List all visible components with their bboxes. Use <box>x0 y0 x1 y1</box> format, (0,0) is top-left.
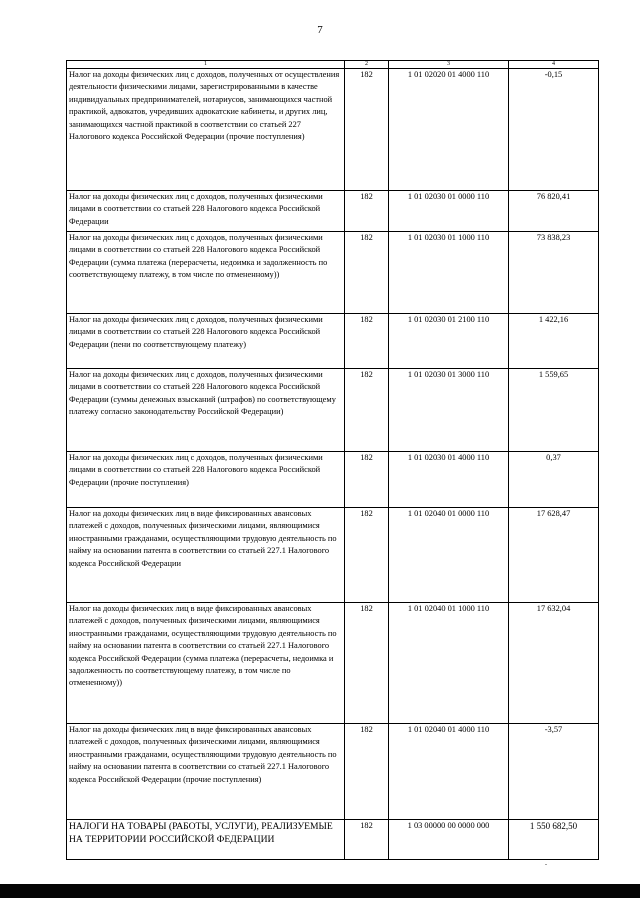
table-row <box>67 452 599 508</box>
row-kbk-code: 1 01 02040 01 0000 110 <box>389 508 509 603</box>
row-admin-code: 182 <box>345 69 389 191</box>
row-kbk-code: 1 01 02030 01 0000 110 <box>389 191 509 232</box>
table-row <box>67 191 599 232</box>
row-kbk-code: 1 01 02030 01 3000 110 <box>389 369 509 452</box>
table-row <box>67 508 599 603</box>
table-row <box>67 232 599 314</box>
scan-border-bar <box>0 884 640 898</box>
row-kbk-code: 1 01 02030 01 4000 110 <box>389 452 509 508</box>
row-kbk-code: 1 03 00000 00 0000 000 <box>389 820 509 860</box>
row-amount: 17 632,04 <box>509 603 599 724</box>
header-col-3: 3 <box>389 61 509 69</box>
row-amount: -3,57 <box>509 724 599 820</box>
table-row <box>67 724 599 820</box>
row-name: Налог на доходы физических лиц с доходов, полученных физическими лицами в соответствии со статьей 228 Налогового кодекса Российской Федерации (прочие поступления) <box>67 452 345 508</box>
row-name: Налог на доходы физических лиц с доходов, полученных физическими лицами в соответствии со статьей 228 Налогового кодекса Российской Федерации (суммы денежных взысканий (штрафов) по соответствующему платежу согласно законодательству Российской Федерации) <box>67 369 345 452</box>
row-kbk-code: 1 01 02020 01 4000 110 <box>389 69 509 191</box>
header-col-1: 1 <box>67 61 345 69</box>
row-admin-code: 182 <box>345 232 389 314</box>
row-amount: 0,37 <box>509 452 599 508</box>
table-row <box>67 603 599 724</box>
row-kbk-code: 1 01 02040 01 4000 110 <box>389 724 509 820</box>
row-name: Налог на доходы физических лиц с доходов, полученных физическими лицами в соответствии со статьей 228 Налогового кодекса Российской Федерации (сумма платежа (перерасчеты, недоимка и задолженность по соответствующему платежу, в том числе по отмененному)) <box>67 232 345 314</box>
revenue-table <box>66 60 599 860</box>
row-name: Налог на доходы физических лиц в виде фиксированных авансовых платежей с доходов, полученных физическими лицами, являющимися иностранными гражданами, осуществляющими трудовую деятельность по найму на основании патента в соответствии со статьей 227.1 Налогового кодекса Российской Федерации (сумма платежа (перерасчеты, недоимка и задолженность по соответствующему платежу, в том числе по отмененному)) <box>67 603 345 724</box>
row-kbk-code: 1 01 02030 01 1000 110 <box>389 232 509 314</box>
scan-speck: . <box>545 858 547 867</box>
row-admin-code: 182 <box>345 191 389 232</box>
row-name: Налог на доходы физических лиц с доходов, полученных физическими лицами в соответствии со статьей 228 Налогового кодекса Российской Федерации (пени по соответствующему платежу) <box>67 314 345 369</box>
row-amount: 1 550 682,50 <box>509 820 599 860</box>
table-header-row <box>67 61 599 69</box>
row-admin-code: 182 <box>345 724 389 820</box>
row-amount: 76 820,41 <box>509 191 599 232</box>
row-name: Налог на доходы физических лиц в виде фиксированных авансовых платежей с доходов, полученных физическими лицами, являющимися иностранными гражданами, осуществляющими трудовую деятельность по найму на основании патента в соответствии со статьей 227.1 Налогового кодекса Российской Федерации <box>67 508 345 603</box>
row-kbk-code: 1 01 02030 01 2100 110 <box>389 314 509 369</box>
row-admin-code: 182 <box>345 603 389 724</box>
row-admin-code: 182 <box>345 820 389 860</box>
row-admin-code: 182 <box>345 314 389 369</box>
table-row <box>67 314 599 369</box>
page-number: 7 <box>317 24 323 36</box>
row-amount: 1 422,16 <box>509 314 599 369</box>
row-amount: -0,15 <box>509 69 599 191</box>
row-admin-code: 182 <box>345 452 389 508</box>
row-amount: 73 838,23 <box>509 232 599 314</box>
row-name: НАЛОГИ НА ТОВАРЫ (РАБОТЫ, УСЛУГИ), РЕАЛИЗУЕМЫЕ НА ТЕРРИТОРИИ РОССИЙСКОЙ ФЕДЕРАЦИИ <box>67 820 345 860</box>
row-amount: 1 559,65 <box>509 369 599 452</box>
row-kbk-code: 1 01 02040 01 1000 110 <box>389 603 509 724</box>
row-admin-code: 182 <box>345 508 389 603</box>
row-name: Налог на доходы физических лиц с доходов, полученных физическими лицами в соответствии со статьей 228 Налогового кодекса Российской Федерации <box>67 191 345 232</box>
table-row <box>67 69 599 191</box>
header-col-2: 2 <box>345 61 389 69</box>
row-admin-code: 182 <box>345 369 389 452</box>
row-name: Налог на доходы физических лиц в виде фиксированных авансовых платежей с доходов, полученных физическими лицами, являющимися иностранными гражданами, осуществляющими трудовую деятельность по найму на основании патента в соответствии со статьей 227.1 Налогового кодекса Российской Федерации (прочие поступления) <box>67 724 345 820</box>
row-amount: 17 628,47 <box>509 508 599 603</box>
table-row <box>67 820 599 860</box>
header-col-4: 4 <box>509 61 599 69</box>
table-row <box>67 369 599 452</box>
row-name: Налог на доходы физических лиц с доходов, полученных от осуществления деятельности физическими лицами, зарегистрированными в качестве индивидуальных предпринимателей, нотариусов, занимающихся частной практикой, адвокатов, учредивших адвокатские кабинеты, и других лиц, занимающихся частной практикой в соответствии со статьей 227 Налогового кодекса Российской Федерации (прочие поступления) <box>67 69 345 191</box>
